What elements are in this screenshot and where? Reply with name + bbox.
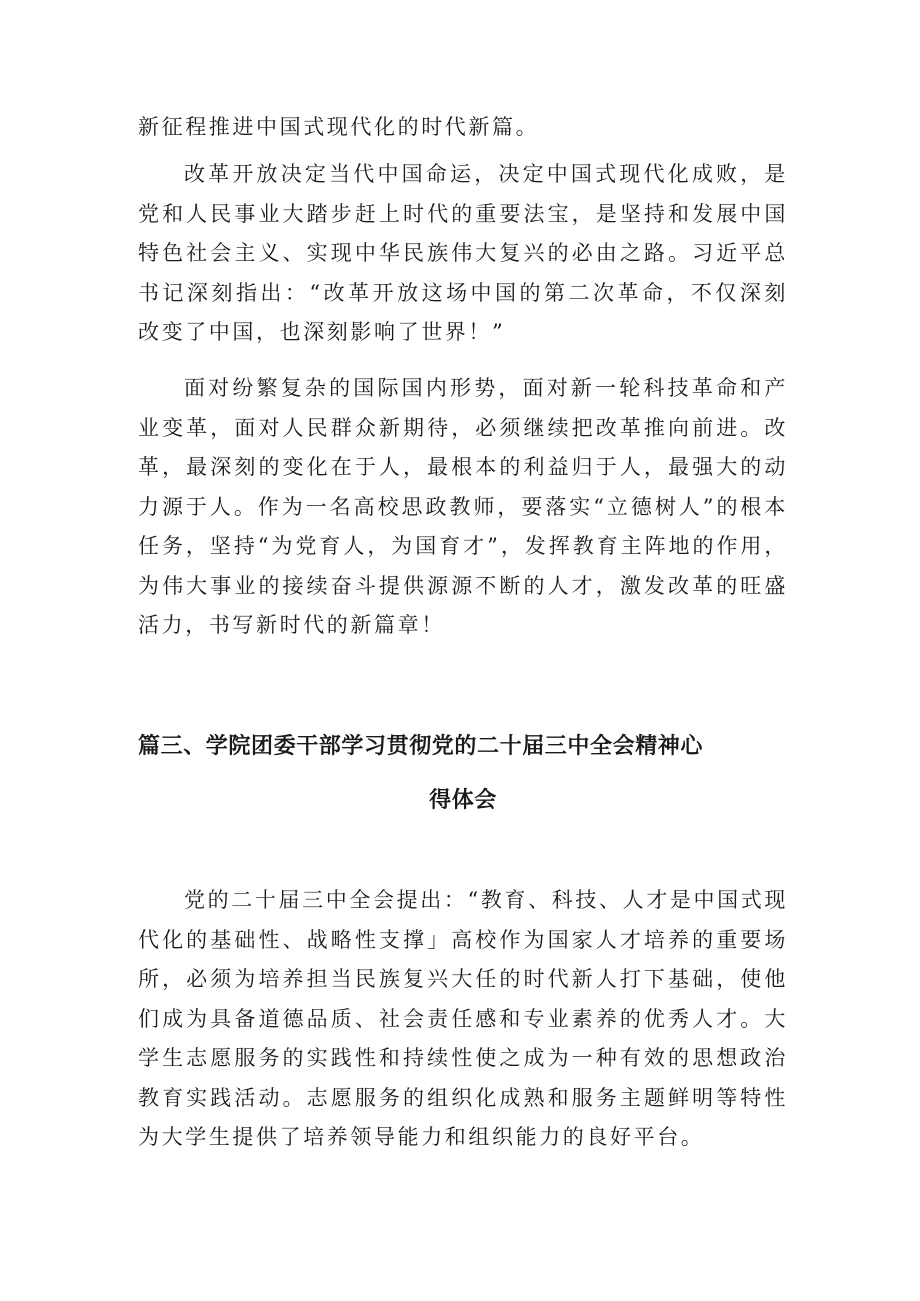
section-heading xyxy=(138,720,788,828)
paragraph-plenary-session: 党的二十届三中全会提出：“教育、科技、人才是中国式现代化的基础性、战略性支撑」高校作为国家人才培养的重要场所，必须为培养担当民族复兴大任的时代新人打下基础，使他们成为具备道德品质、社会责任感和专业素养的优秀人才。大学生志愿服务的实践性和持续性使之成为一种有效的思想政治教育实践活动。志愿服务的组织化成熟和服务主题鲜明等特性为大学生提供了培养领导能力和组织能力的良好平台。 xyxy=(138,888,788,1149)
paragraph-reform-opening: 改革开放决定当代中国命运，决定中国式现代化成败，是党和人民事业大踏步赶上时代的重要法宝，是坚持和发展中国特色社会主义、实现中华民族伟大复兴的必由之路。习近平总书记深刻指出：“改革开放这场中国的第二次革命，不仅深刻改变了中国，也深刻影响了世界！” xyxy=(138,162,788,344)
paragraph-continued: 新征程推进中国式现代化的时代新篇。 xyxy=(138,115,540,139)
section-heading-line1: 篇三、学院团委干部学习贯彻党的二十届三中全会精神心 xyxy=(138,734,704,759)
paragraph-complex-situation: 面对纷繁复杂的国际国内形势，面对新一轮科技革命和产业变革，面对人民群众新期待，必须继续把改革推向前进。改革，最深刻的变化在于人，最根本的利益归于人，最强大的动力源于人。作为一名高校思政教师，要落实“立德树人”的根本任务，坚持“为党育人，为国育才”，发挥教育主阵地的作用，为伟大事业的接续奋斗提供源源不断的人才，激发改革的旺盛活力，书写新时代的新篇章！ xyxy=(138,376,788,637)
section-heading-line2: 得体会 xyxy=(429,788,497,813)
